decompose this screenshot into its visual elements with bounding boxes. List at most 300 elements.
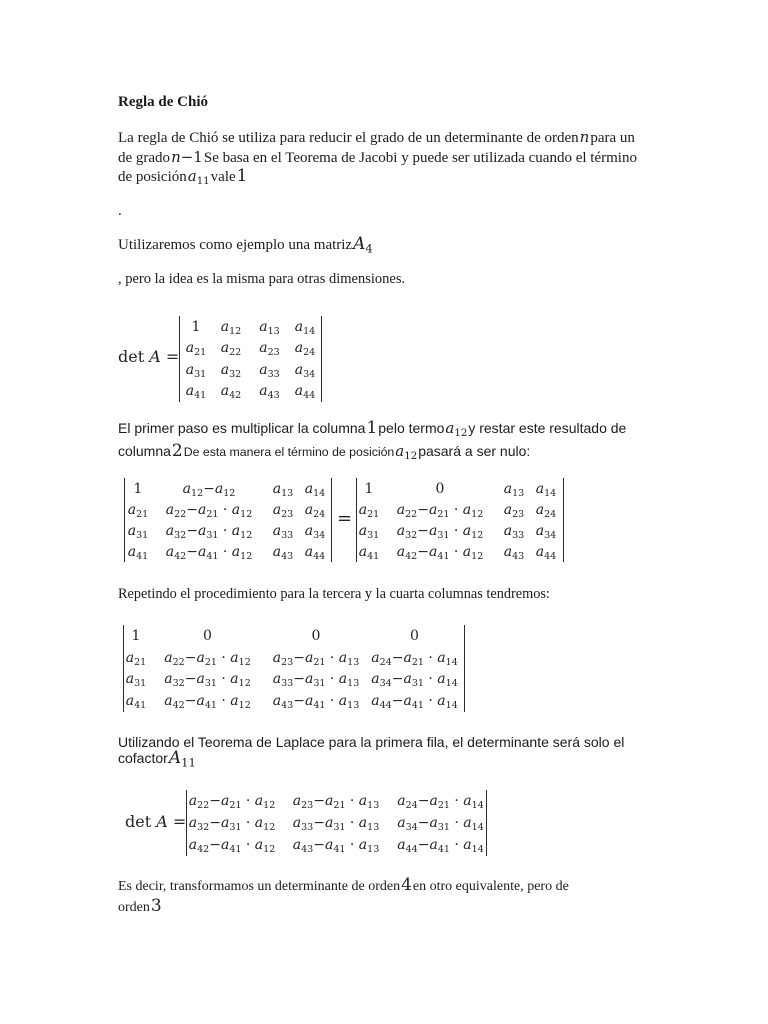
math-subscript: 21: [134, 656, 147, 668]
math-variable: a: [358, 501, 368, 518]
math-subscript: 43: [512, 550, 525, 562]
math-variable: a: [358, 543, 368, 560]
math-variable: a: [164, 649, 173, 666]
math-variable: n: [579, 128, 590, 146]
math-symbol: ·: [449, 522, 463, 539]
math-operator-name: det: [118, 347, 145, 366]
math-variable: a: [294, 340, 304, 357]
math-variable: a: [127, 543, 137, 560]
math-subscript: 14: [471, 821, 484, 833]
math-symbol: ·: [216, 671, 231, 688]
matrix-entry: [267, 649, 365, 667]
math-variable: a: [165, 522, 175, 539]
math-order-3: [151, 896, 162, 916]
step1-text: El primer paso es multiplicar la columna: [118, 420, 366, 436]
step2-text: Repetindo el procedimiento para la tercera y la cuarta columnas tendremos:: [118, 586, 550, 602]
math-order-n-minus-1: [171, 148, 203, 166]
math-subscript: 32: [197, 821, 210, 833]
matrix-entry: [289, 318, 321, 336]
math-variable: a: [220, 383, 230, 400]
math-subscript: 24: [379, 656, 392, 668]
math-symbol: −: [293, 693, 305, 710]
conclusion-line-2: [118, 897, 163, 917]
math-symbol: −: [417, 793, 430, 809]
math-subscript: 12: [263, 821, 276, 833]
math-subscript: 44: [379, 699, 392, 711]
matrix-entry: [529, 543, 563, 561]
math-variable: A: [156, 812, 168, 831]
matrix-entry: [381, 480, 499, 498]
math-variable: A: [168, 748, 182, 768]
math-subscript: 21: [333, 799, 346, 811]
matrix-entry: [187, 814, 277, 832]
math-variable: a: [185, 361, 195, 378]
math-symbol: ·: [449, 543, 463, 560]
math-variable: a: [292, 815, 302, 831]
math-variable: a: [403, 693, 412, 710]
math-variable: a: [231, 522, 241, 539]
matrix-entry: [125, 522, 151, 540]
math-variable: a: [338, 649, 348, 666]
math-variable: a: [196, 649, 205, 666]
math-subscript: 32: [405, 529, 418, 541]
matrix-entry: [529, 501, 563, 519]
math-variable: a: [535, 480, 545, 497]
math-variable: a: [403, 649, 412, 666]
math-subscript: 41: [194, 390, 207, 402]
math-subscript: 12: [191, 487, 204, 499]
math-subscript: 43: [267, 390, 280, 402]
math-subscript: 31: [333, 821, 346, 833]
page-title: Regla de Chió: [118, 94, 208, 110]
determinant-matrix-2-left: [124, 478, 332, 562]
math-variable: a: [220, 793, 230, 809]
math-symbol: =: [337, 508, 353, 529]
math-symbol: ·: [345, 837, 359, 853]
step3-text-head: cofactor: [118, 750, 168, 766]
math-variable: a: [254, 793, 264, 809]
math-subscript: 12: [238, 678, 251, 690]
matrix-entry: [250, 382, 289, 400]
math-subscript: 12: [454, 428, 468, 440]
step3-line-1: Utilizando el Teorema de Laplace para la primera fila, el determinante será solo el: [118, 734, 625, 750]
math-variable: a: [396, 543, 406, 560]
matrix-entry: [529, 480, 563, 498]
math-variable: a: [188, 815, 198, 831]
matrix-entry: [148, 692, 267, 710]
math-subscript: 42: [172, 699, 185, 711]
math-variable: a: [304, 649, 314, 666]
math-symbol: −: [209, 815, 221, 831]
math-variable: a: [428, 501, 438, 518]
math-variable: a: [254, 815, 264, 831]
matrix-entry: [267, 543, 299, 561]
math-operator-name: det: [125, 812, 152, 831]
matrix-entry: [381, 543, 499, 561]
math-symbol: ·: [449, 815, 464, 831]
math-subscript: 42: [197, 843, 210, 855]
conclusion-text: Es decir, transformamos un determinante de orden: [118, 879, 401, 894]
matrix-entry: [124, 649, 148, 667]
math-variable: a: [324, 837, 334, 853]
math-variable: a: [272, 671, 282, 688]
math-symbol: −: [186, 501, 198, 518]
math-variable: a: [272, 522, 282, 539]
math-variable: a: [437, 671, 446, 688]
math-variable: a: [437, 693, 446, 710]
math-subscript: 24: [405, 799, 418, 811]
math-subscript: 13: [367, 843, 380, 855]
math-symbol: −: [417, 522, 429, 539]
math-variable: a: [304, 522, 314, 539]
math-subscript: 43: [301, 843, 314, 855]
math-symbol: −: [293, 649, 305, 666]
math-variable: a: [462, 543, 472, 560]
example-text: Utilizaremos como ejemplo una matriz: [118, 237, 353, 253]
math-symbol: ·: [241, 837, 255, 853]
math-subscript: 41: [229, 843, 242, 855]
math-subscript: 22: [174, 508, 187, 520]
math-variable: a: [292, 793, 302, 809]
math-variable: A: [353, 234, 366, 254]
math-subscript: 44: [313, 550, 326, 562]
math-subscript: 14: [445, 699, 458, 711]
math-symbol: ·: [325, 671, 339, 688]
math-subscript: 33: [301, 821, 314, 833]
conclusion-text-head: orden: [118, 900, 150, 915]
math-variable: a: [272, 480, 282, 497]
math-symbol: ·: [218, 522, 232, 539]
math-variable: a: [197, 522, 207, 539]
matrix-entry: [299, 480, 331, 498]
step1-text-head: columna: [118, 443, 171, 459]
math-subscript: 32: [229, 368, 242, 380]
matrix-entry: [357, 522, 381, 540]
math-symbol: −: [209, 837, 221, 853]
math-variable: a: [197, 543, 207, 560]
math-symbol: −: [186, 522, 198, 539]
math-variable: a: [196, 693, 205, 710]
math-symbol: ·: [449, 837, 464, 853]
math-subscript: 12: [238, 656, 251, 668]
math-variable: a: [272, 501, 282, 518]
math-symbol: 0: [311, 627, 321, 644]
math-term-a12: [395, 442, 418, 463]
math-variable: a: [125, 693, 135, 710]
matrix-entry: [212, 339, 250, 357]
math-subscript: 41: [411, 699, 424, 711]
math-variable: a: [182, 480, 192, 497]
math-variable: a: [445, 419, 455, 437]
math-variable: a: [164, 693, 173, 710]
math-symbol: ·: [325, 649, 339, 666]
math-subscript: 22: [405, 508, 418, 520]
math-subscript: 13: [367, 799, 380, 811]
det-a-label: [125, 812, 186, 832]
math-variable: a: [185, 340, 195, 357]
matrix-entry: [277, 836, 395, 854]
math-variable: a: [503, 522, 513, 539]
step1-text-mid: pelo termo: [378, 420, 445, 436]
math-term-a11: [187, 167, 210, 188]
math-subscript: 33: [281, 678, 294, 690]
math-subscript: 12: [240, 550, 253, 562]
math-subscript: 22: [197, 799, 210, 811]
math-symbol: 3: [150, 896, 162, 916]
math-subscript: 14: [445, 656, 458, 668]
math-variable: a: [358, 837, 368, 853]
math-subscript: 12: [263, 799, 276, 811]
math-variable: a: [230, 671, 239, 688]
conclusion-line-1: [118, 876, 569, 896]
matrix-entry: [151, 480, 267, 498]
math-symbol: ·: [423, 693, 438, 710]
math-variable: n: [171, 148, 181, 166]
math-subscript: 12: [229, 325, 242, 337]
math-subscript: 21: [313, 656, 326, 668]
math-order-n: [580, 128, 590, 146]
math-subscript: 14: [313, 487, 326, 499]
matrix-entry: [151, 522, 267, 540]
matrix-entry: [499, 543, 529, 561]
math-symbol: ·: [325, 693, 339, 710]
math-variable: a: [220, 837, 230, 853]
math-variable: a: [304, 693, 314, 710]
math-subscript: 24: [313, 508, 326, 520]
math-variable: a: [197, 501, 207, 518]
math-variable: a: [294, 318, 304, 335]
math-cofactor-a11: [169, 748, 196, 768]
math-subscript: 11: [196, 176, 210, 188]
math-subscript: 23: [512, 508, 525, 520]
math-subscript: 24: [303, 347, 316, 359]
math-variable: a: [338, 671, 348, 688]
math-variable: a: [230, 649, 239, 666]
math-subscript: 31: [411, 678, 424, 690]
math-variable: a: [503, 543, 513, 560]
math-symbol: ·: [216, 649, 231, 666]
math-subscript: 23: [281, 508, 294, 520]
math-variable: a: [403, 671, 412, 688]
math-variable: a: [272, 649, 282, 666]
math-subscript: 14: [471, 799, 484, 811]
math-symbol: 1: [366, 418, 378, 438]
math-variable: a: [220, 318, 230, 335]
step1-text-tail: y restar este resultado de: [468, 420, 627, 436]
math-variable: a: [437, 649, 446, 666]
math-subscript: 31: [437, 821, 450, 833]
math-variable: a: [371, 671, 380, 688]
determinant-matrix-2-right: [356, 478, 564, 562]
math-column-2: [172, 441, 183, 461]
math-symbol: −: [186, 543, 198, 560]
math-symbol: 0: [435, 480, 445, 497]
matrix-entry: [267, 480, 299, 498]
matrix-entry: [124, 627, 148, 645]
matrix-entry: [499, 501, 529, 519]
math-variable: a: [462, 522, 472, 539]
matrix-entry: [148, 670, 267, 688]
matrix-entry: [299, 501, 331, 519]
math-subscript: 41: [437, 550, 450, 562]
matrix-entry: [365, 692, 464, 710]
intro-line-2: [118, 148, 637, 167]
math-subscript: 12: [471, 508, 484, 520]
separator-period: .: [118, 203, 122, 219]
math-subscript: 21: [367, 508, 380, 520]
math-variable: a: [503, 480, 513, 497]
matrix-entry: [125, 543, 151, 561]
math-symbol: −: [184, 649, 197, 666]
math-variable: a: [214, 480, 224, 497]
math-variable: a: [371, 649, 380, 666]
math-symbol: −: [313, 837, 325, 853]
math-variable: a: [188, 793, 198, 809]
matrix-entry: [381, 522, 499, 540]
math-variable: a: [463, 793, 472, 809]
math-variable: a: [220, 340, 230, 357]
math-symbol: 1: [191, 318, 201, 335]
math-subscript: 14: [445, 678, 458, 690]
math-subscript: 13: [347, 678, 360, 690]
math-symbol: −: [209, 793, 221, 809]
math-subscript: 34: [544, 529, 557, 541]
math-symbol: ·: [423, 671, 438, 688]
matrix-entry: [124, 692, 148, 710]
equals-sign: [337, 508, 352, 530]
math-variable: a: [428, 543, 438, 560]
math-variable: a: [304, 480, 314, 497]
math-matrix-a4: [353, 234, 373, 254]
math-subscript: 43: [281, 550, 294, 562]
math-subscript: 41: [313, 699, 326, 711]
math-subscript: 21: [437, 508, 450, 520]
math-variable: a: [397, 837, 406, 853]
math-subscript: 21: [411, 656, 424, 668]
math-symbol: =: [160, 347, 180, 366]
step3-line-2: [118, 748, 197, 770]
math-symbol: −: [313, 793, 325, 809]
conclusion-text-tail: en otro equivalente, pero de: [412, 879, 569, 894]
matrix-entry: [277, 792, 395, 810]
math-subscript: 12: [404, 451, 418, 463]
math-subscript: 41: [437, 843, 450, 855]
math-subscript: 11: [181, 755, 196, 770]
math-variable: a: [396, 522, 406, 539]
math-subscript: 34: [405, 821, 418, 833]
step1-line-2: [118, 442, 530, 461]
math-symbol: −: [391, 693, 404, 710]
math-symbol: −: [391, 671, 404, 688]
math-variable: a: [338, 693, 348, 710]
matrix-entry: [289, 382, 321, 400]
math-variable: a: [397, 815, 406, 831]
math-symbol: −: [184, 693, 197, 710]
math-variable: a: [272, 543, 282, 560]
det-a-label: [118, 347, 179, 367]
math-variable: a: [165, 543, 175, 560]
math-term-a12: [445, 419, 468, 440]
math-variable: a: [358, 815, 368, 831]
math-subscript: 21: [229, 799, 242, 811]
math-subscript: 41: [367, 550, 380, 562]
matrix-entry: [365, 649, 464, 667]
math-variable: a: [429, 815, 438, 831]
intro-text-tail: para un: [590, 130, 635, 146]
intro-line-1: [118, 128, 635, 147]
math-subscript: 13: [512, 487, 525, 499]
math-subscript: 44: [405, 843, 418, 855]
math-variable: a: [395, 442, 405, 460]
math-subscript: 12: [263, 843, 276, 855]
math-variable: a: [463, 815, 472, 831]
math-subscript: 13: [267, 325, 280, 337]
math-column-1: [366, 418, 377, 438]
math-subscript: 33: [512, 529, 525, 541]
math-subscript: 13: [347, 656, 360, 668]
math-variable: a: [358, 793, 368, 809]
intro-line-3: [118, 167, 248, 186]
matrix-entry: [250, 339, 289, 357]
math-subscript: 21: [204, 656, 217, 668]
step1-line-1: [118, 418, 627, 440]
math-subscript: 21: [194, 347, 207, 359]
math-subscript: 34: [303, 368, 316, 380]
math-subscript: 13: [367, 821, 380, 833]
math-variable: a: [429, 837, 438, 853]
matrix-entry: [299, 522, 331, 540]
math-variable: a: [396, 501, 406, 518]
math-subscript: 31: [204, 678, 217, 690]
matrix-entry: [125, 501, 151, 519]
math-symbol: ·: [345, 793, 359, 809]
math-variable: a: [220, 815, 230, 831]
math-subscript: 14: [544, 487, 557, 499]
math-subscript: 32: [172, 678, 185, 690]
math-variable: a: [428, 522, 438, 539]
step1-text-tail: pasará a ser nulo:: [418, 443, 531, 459]
math-symbol: 0: [203, 627, 212, 644]
math-subscript: 31: [313, 678, 326, 690]
example-note: , pero la idea es la misma para otras dimensiones.: [118, 271, 406, 287]
math-variable: a: [259, 383, 268, 400]
math-subscript: 32: [174, 529, 187, 541]
matrix-entry: [180, 382, 212, 400]
math-subscript: 23: [281, 656, 294, 668]
math-subscript: 23: [301, 799, 314, 811]
math-symbol: −: [203, 480, 215, 497]
math-variable: a: [535, 522, 545, 539]
matrix-entry: [124, 670, 148, 688]
matrix-entry: [148, 649, 267, 667]
math-subscript: 21: [206, 508, 219, 520]
math-variable: a: [254, 837, 264, 853]
math-subscript: 24: [544, 508, 557, 520]
math-subscript: 12: [223, 487, 236, 499]
math-subscript: 31: [229, 821, 242, 833]
intro-text-head: de grado: [118, 150, 171, 166]
math-subscript: 22: [229, 347, 242, 359]
matrix-entry: [151, 543, 267, 561]
math-subscript: 14: [303, 325, 316, 337]
matrix-entry: [365, 670, 464, 688]
math-variable: a: [259, 340, 268, 357]
math-variable: a: [196, 671, 205, 688]
math-subscript: 31: [437, 529, 450, 541]
math-variable: a: [231, 501, 241, 518]
math-variable: a: [535, 543, 545, 560]
matrix-entry: [267, 501, 299, 519]
